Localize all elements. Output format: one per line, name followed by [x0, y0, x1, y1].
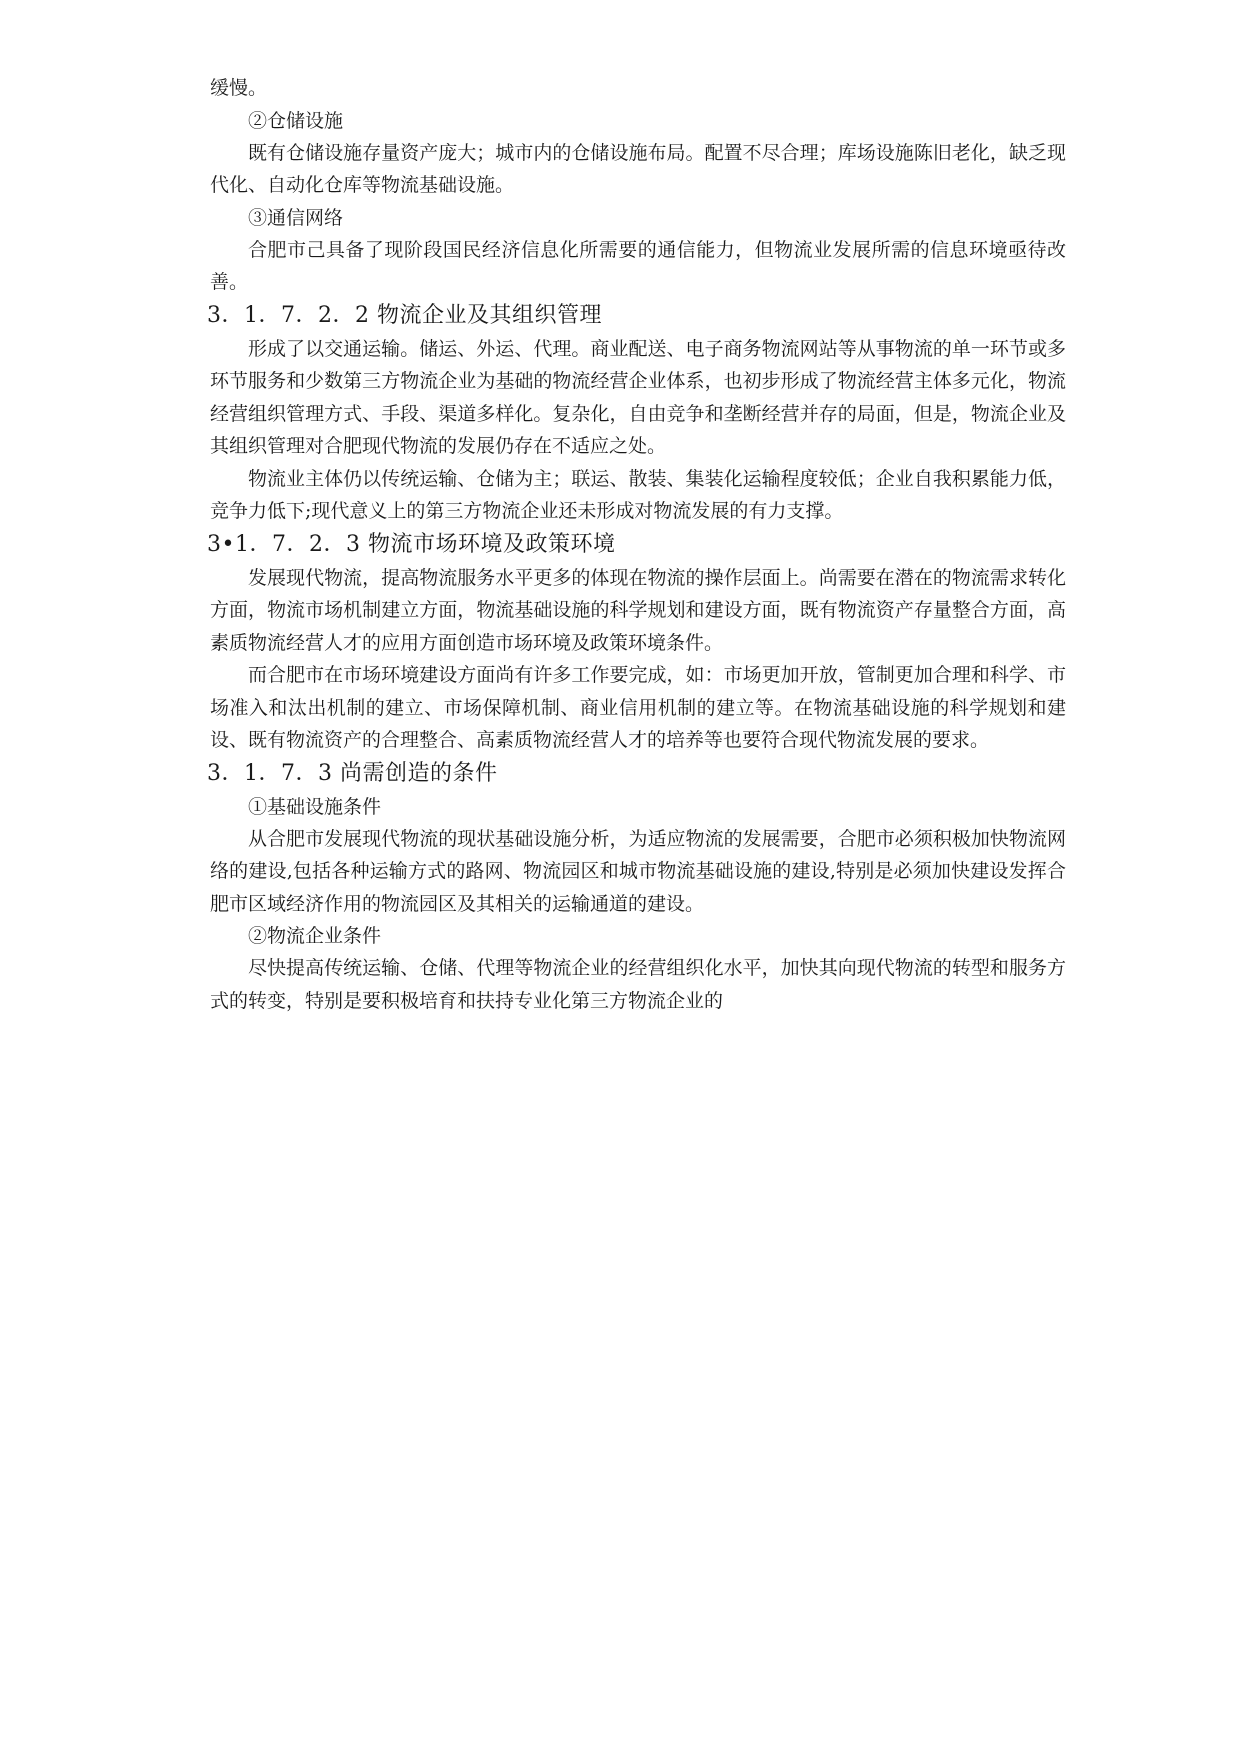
section-heading-conditions: 3．1．7．3 尚需创造的条件	[207, 760, 498, 786]
paragraph-warehouse: 既有仓储设施存量资产庞大；城市内的仓储设施布局。配置不尽合理；库场设施陈旧老化，缺乏现代化、自动化仓库等物流基础设施。	[210, 141, 1066, 196]
paragraph-enterprise-conditions: 尽快提高传统运输、仓储、代理等物流企业的经营组织化水平，加快其向现代物流的转型和服务方式的转变，特别是要积极培育和扶持专业化第三方物流企业的	[210, 957, 1066, 1012]
subheading-enterprise-conditions: ②物流企业条件	[248, 925, 382, 947]
subheading-network: ③通信网络	[248, 206, 344, 229]
subheading-warehouse: ②仓储设施	[248, 109, 344, 132]
paragraph-network: 合肥市己具备了现阶段国民经济信息化所需要的通信能力，但物流业发展所需的信息环境亟待改善。	[210, 238, 1066, 293]
subheading-infrastructure: ①基础设施条件	[248, 795, 382, 818]
paragraph-infrastructure: 从合肥市发展现代物流的现状基础设施分析，为适应物流的发展需要，合肥市必须积极加快物流网络的建设,包括各种运输方式的路网、物流园区和城市物流基础设施的建设,特别是必须加快建设发挥合肥市区域经济作用的物流园区及其相关的运输通道的建设。	[210, 827, 1066, 915]
paragraph-market-2: 而合肥市在市场环境建设方面尚有许多工作要完成，如：市场更加开放，管制更加合理和科学、市场准入和汰出机制的建立、市场保障机制、商业信用机制的建立等。在物流基础设施的科学规划和建设、既有物流资产的合理整合、高素质物流经营人才的培养等也要符合现代物流发展的要求。	[210, 664, 1066, 751]
section-heading-market: 3•1．7．2．3 物流市场环境及政策环境	[207, 531, 616, 557]
paragraph-enterprise-2: 物流业主体仍以传统运输、仓储为主；联运、散装、集装化运输程度较低；企业自我积累能力低，竞争力低下;现代意义上的第三方物流企业还未形成对物流发展的有力支撑。	[210, 467, 1066, 522]
paragraph-enterprise-1: 形成了以交通运输。储运、外运、代理。商业配送、电子商务物流网站等从事物流的单一环节或多环节服务和少数第三方物流企业为基础的物流经营企业体系，也初步形成了物流经营主体多元化，物流经营组织管理方式、手段、渠道多样化。复杂化，自由竞争和垄断经营并存的局面，但是，物流企业及其组织管理对合肥现代物流的发展仍存在不适应之处。	[210, 337, 1066, 457]
paragraph-continuation: 缓慢。	[210, 77, 268, 99]
paragraph-market-1: 发展现代物流，提高物流服务水平更多的体现在物流的操作层面上。尚需要在潜在的物流需求转化方面，物流市场机制建立方面，物流基础设施的科学规划和建设方面，既有物流资产存量整合方面，高素质物流经营人才的应用方面创造市场环境及政策环境条件。	[210, 566, 1066, 654]
document-page	[207, 72, 1066, 1017]
section-heading-enterprise: 3．1．7．2．2 物流企业及其组织管理	[207, 302, 602, 328]
